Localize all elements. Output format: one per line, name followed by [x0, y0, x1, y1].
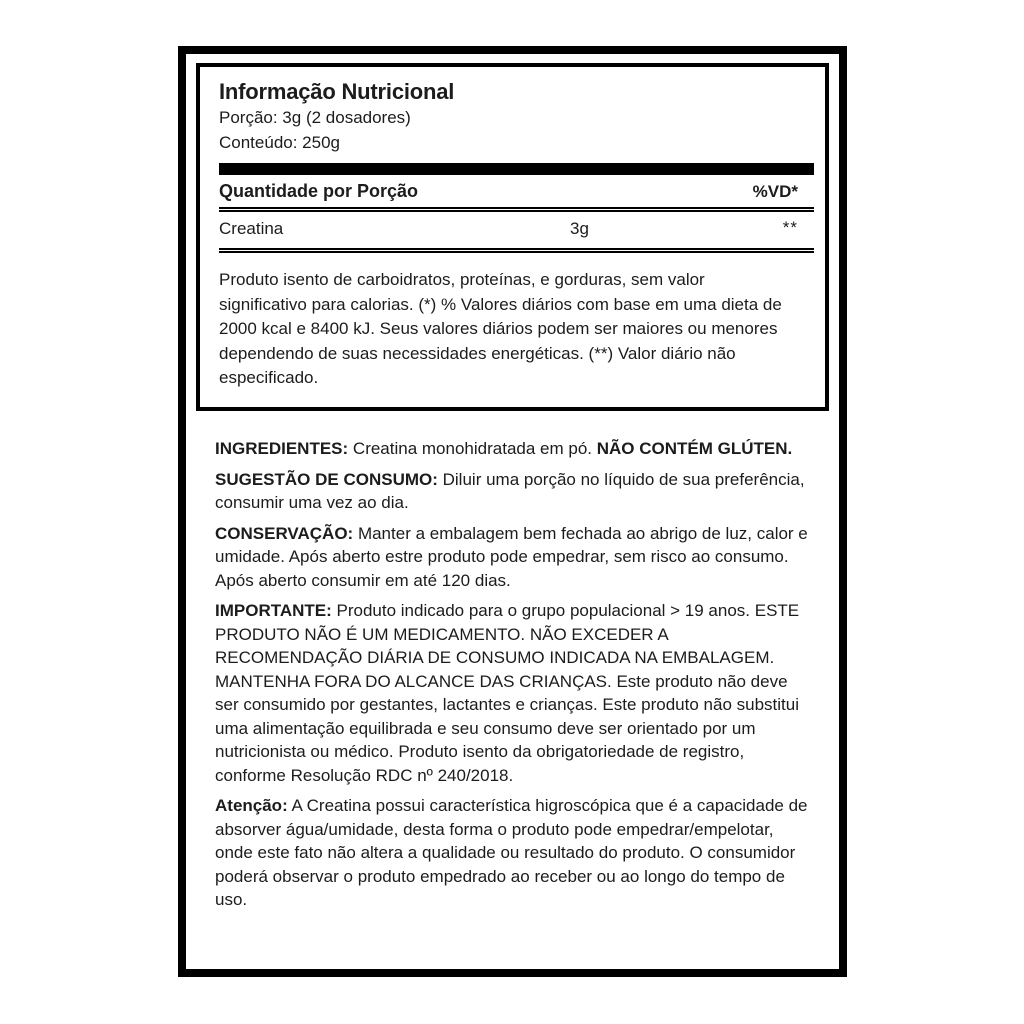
- section-conservacao-heading: CONSERVAÇÃO:: [215, 523, 354, 543]
- section-ingredientes: [215, 437, 815, 461]
- section-ingredientes-bold-suffix: NÃO CONTÉM GLÚTEN.: [596, 439, 793, 458]
- section-conservacao-body: Manter a embalagem bem fechada ao abrigo de luz, calor e umidade. Após aberto estre produto pode empedrar, sem risco ao consumo. Após aberto consumir em até 120 dias.: [215, 523, 808, 590]
- section-sugestao-de-consumo: [215, 468, 815, 515]
- section-ingredientes-heading: INGREDIENTES:: [215, 439, 349, 458]
- divider-bar: [219, 163, 814, 175]
- section-importante-heading: IMPORTANTE:: [215, 601, 332, 620]
- section-ingredientes-body: Creatina monohidratada em pó.: [348, 439, 597, 458]
- nutrient-dv: **: [782, 218, 798, 237]
- nutrient-row: [219, 212, 814, 248]
- section-sugestao-body: Diluir uma porção no líquido de sua preferência, consumir uma vez ao dia.: [215, 469, 805, 512]
- net-content: Conteúdo: 250g: [219, 133, 340, 152]
- nutrition-title: Informação Nutricional: [219, 79, 455, 104]
- nutrition-facts-box: [196, 63, 829, 411]
- table-header: [219, 175, 814, 207]
- nutrition-label: [178, 46, 847, 977]
- daily-values-footnote: Produto isento de carboidratos, proteínas, e gorduras, sem valor significativo para calorias. (*) % Valores diários com base em uma dieta de 2000 kcal e 8400 kJ. Seus valores diários podem ser maiores ou menores dependendo de suas necessidades energéticas. (**) Valor diário não especificado.: [219, 270, 782, 387]
- section-importante: [215, 599, 815, 787]
- table-header-dv: %VD*: [752, 182, 798, 201]
- section-atencao: [215, 794, 815, 912]
- section-conservacao: [215, 522, 815, 593]
- table-rule-bottom: [219, 248, 814, 253]
- section-sugestao-heading: SUGESTÃO DE CONSUMO:: [215, 469, 438, 489]
- section-importante-body: Produto indicado para o grupo populacional > 19 anos. ESTE PRODUTO NÃO É UM MEDICAMENTO. NÃO EXCEDER A RECOMENDAÇÃO DIÁRIA DE CONSUMO INDICADA NA EMBALAGEM. MANTENHA FORA DO ALCANCE DAS CRIANÇAS. Este produto não deve ser consumido por gestantes, lactantes e crianças. Este produto não substitui uma alimentação equilibrada e seu consumo deve ser orientado por um nutricionista ou médico. Produto isento da obrigatoriedade de registro, conforme Resolução RDC nº 240/2018.: [215, 601, 800, 785]
- table-header-quantity: Quantidade por Porção: [219, 181, 419, 201]
- section-atencao-heading: Atenção:: [215, 796, 288, 815]
- nutrient-name: Creatina: [219, 219, 284, 238]
- info-sections: [186, 420, 839, 912]
- serving-size: Porção: 3g (2 dosadores): [219, 108, 411, 127]
- nutrient-amount: 3g: [570, 219, 589, 238]
- section-atencao-body: A Creatina possui característica higroscópica que é a capacidade de absorver água/umidade, desta forma o produto pode empedrar/empelotar, onde este fato não altera a qualidade ou resultado do produto. O consumidor poderá observar o produto empedrado ao receber ou ao longo do tempo de uso.: [215, 796, 808, 909]
